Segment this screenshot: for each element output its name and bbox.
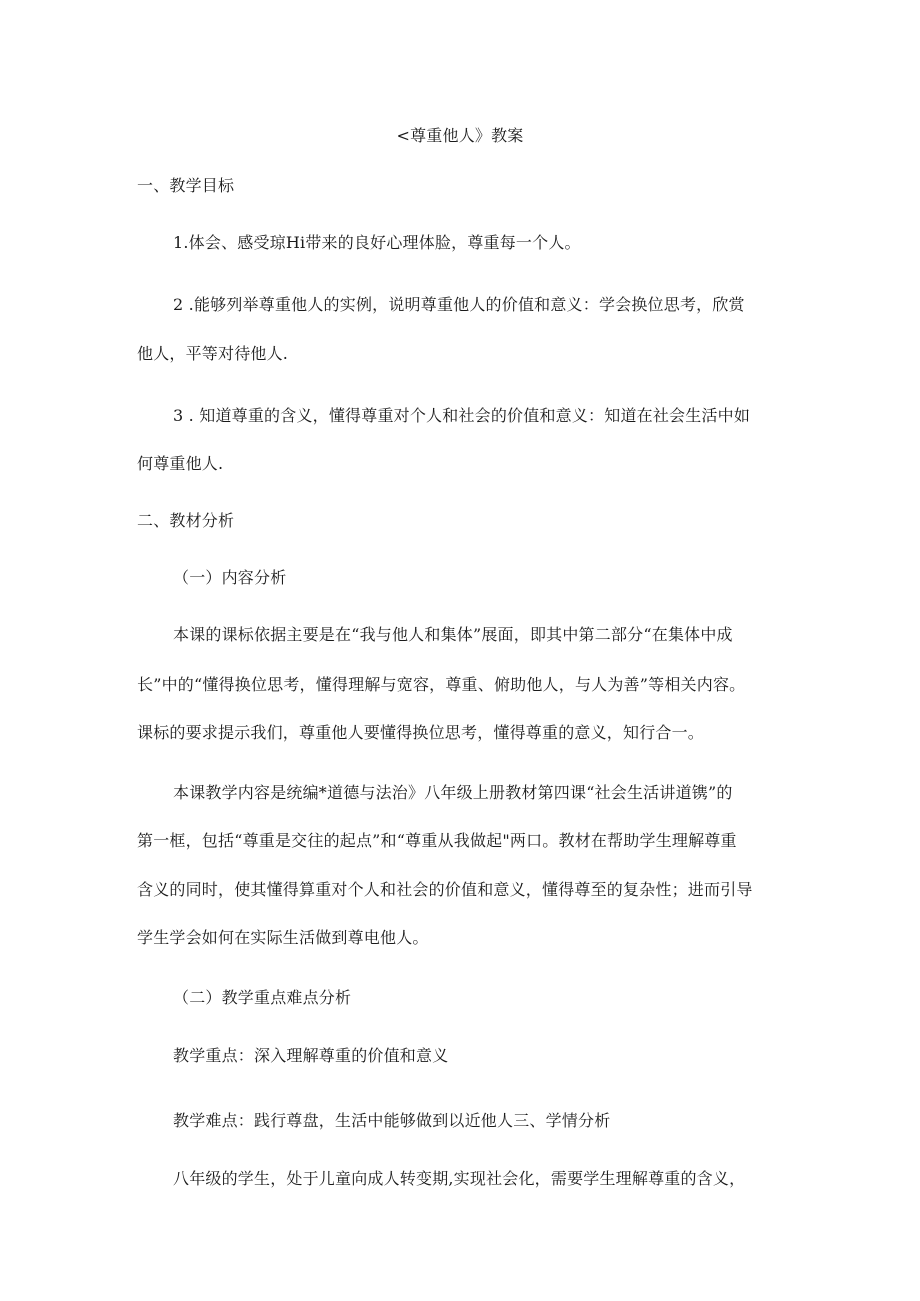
- goal-2-line-1: 2 .能够列举尊重他人的实例，说明尊重他人的价值和意义：学会换位思考，欣赏: [173, 295, 745, 314]
- content-para-1-line-1: 本课的课标依据主要是在“我与他人和集体”展面，即其中第二部分“在集体中成: [173, 625, 733, 644]
- section-heading-material-analysis: 二、教材分析: [137, 511, 235, 530]
- student-analysis-line-1: 八年级的学生，处于儿童向成人转变期,实现社会化，需要学生理解尊重的含义，: [173, 1169, 746, 1188]
- goal-1: 1.体会、感受琼Hi带来的良好心理体脸，尊重每一个人。: [173, 233, 581, 252]
- goal-3-line-1: 3 . 知道尊重的含义，懂得尊重对个人和社会的价值和意义：知道在社会生活中如: [173, 406, 751, 425]
- content-para-1-line-3: 课标的要求提示我们，尊重他人要懂得换位思考，懂得尊重的意义，知行合一。: [137, 723, 705, 742]
- content-para-2-line-4: 学生学会如何在实际生活做到尊电他人。: [137, 928, 429, 947]
- content-para-1-line-2: 长”中的“懂得换位思考，懂得理解与宽容，尊重、俯助他人，与人为善”等相关内容。: [137, 675, 746, 694]
- teaching-key-point: 教学重点：深入理解尊重的价值和意义: [173, 1046, 449, 1065]
- subsection-heading-key-difficult-points: （二）教学重点难点分析: [173, 988, 352, 1007]
- document-title: <尊重他人》教案: [396, 126, 524, 145]
- content-para-2-line-1: 本课教学内容是统编*道德与法治》八年级上册教材第四课“社会生活讲道镌”的: [173, 783, 733, 802]
- section-heading-teaching-goals: 一、教学目标: [137, 176, 235, 195]
- teaching-difficulty: 教学难点：践行尊盘，生活中能够做到以近他人三、学情分析: [173, 1111, 611, 1130]
- content-para-2-line-2: 第一框，包括“尊重是交往的起点”和“尊重从我做起"两口。教材在帮助学生理解尊重: [137, 831, 737, 850]
- subsection-heading-content-analysis: （一）内容分析: [173, 568, 287, 587]
- goal-2-line-2: 他人，平等对待他人.: [137, 344, 289, 363]
- content-para-2-line-3: 含义的同时，使其懂得算重对个人和社会的价值和意义，懂得尊至的复杂性；进而引导: [137, 880, 753, 899]
- goal-3-line-2: 何尊重他人.: [137, 454, 224, 473]
